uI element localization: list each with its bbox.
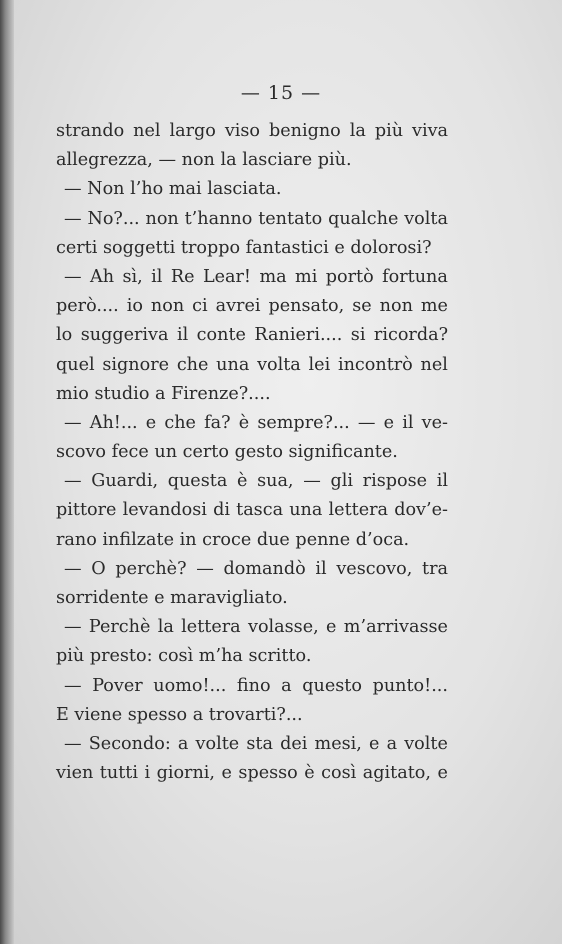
text-line: — No?... non t’hanno tentato qualche volta [64,208,448,229]
text-line: scovo fece un certo gesto significante. [56,442,398,463]
text-line: allegrezza, — non la lasciare più. [56,150,352,171]
text-line: — Pover uomo!... fino a questo punto!... [64,675,448,696]
text-line: rano infilzate in croce due penne d’oca. [56,529,410,550]
page-binding-edge [0,0,14,944]
text-line: vien tutti i giorni, e spesso è così agitato, e [56,763,448,784]
text-line: lo suggeriva il conte Ranieri.... si ricorda? [56,325,448,346]
text-line: quel signore che una volta lei incontrò nel [56,354,448,375]
text-line: mio studio a Firenze?.... [56,383,271,404]
text-line: — Non l’ho mai lasciata. [64,179,282,200]
text-line: — Perchè la lettera volasse, e m’arrivasse [64,617,448,638]
text-line: più presto: così m’ha scritto. [56,646,312,667]
text-line: però.... io non ci avrei pensato, se non me [56,296,448,317]
text-line: strando nel largo viso benigno la più viva [56,121,448,141]
text-line: sorridente e maravigliato. [56,588,288,608]
text-line: — O perchè? — domandò il vescovo, tra [64,558,448,579]
text-line: — Ah sì, il Re Lear! ma mi portò fortuna [64,266,448,287]
body-text [56,117,448,788]
page-number: — 15 — [240,82,322,104]
text-line: — Guardi, questa è sua, — gli rispose il [64,471,448,492]
text-line: certi soggetti troppo fantastici e dolorosi? [56,237,432,258]
text-line: — Ah!... e che fa? è sempre?... — e il ve- [64,412,448,433]
text-line: — Secondo: a volte sta dei mesi, e a volte [64,733,448,754]
text-line: E viene spesso a trovarti?... [56,704,303,725]
text-line: pittore levandosi di tasca una lettera dov’e- [56,500,448,521]
